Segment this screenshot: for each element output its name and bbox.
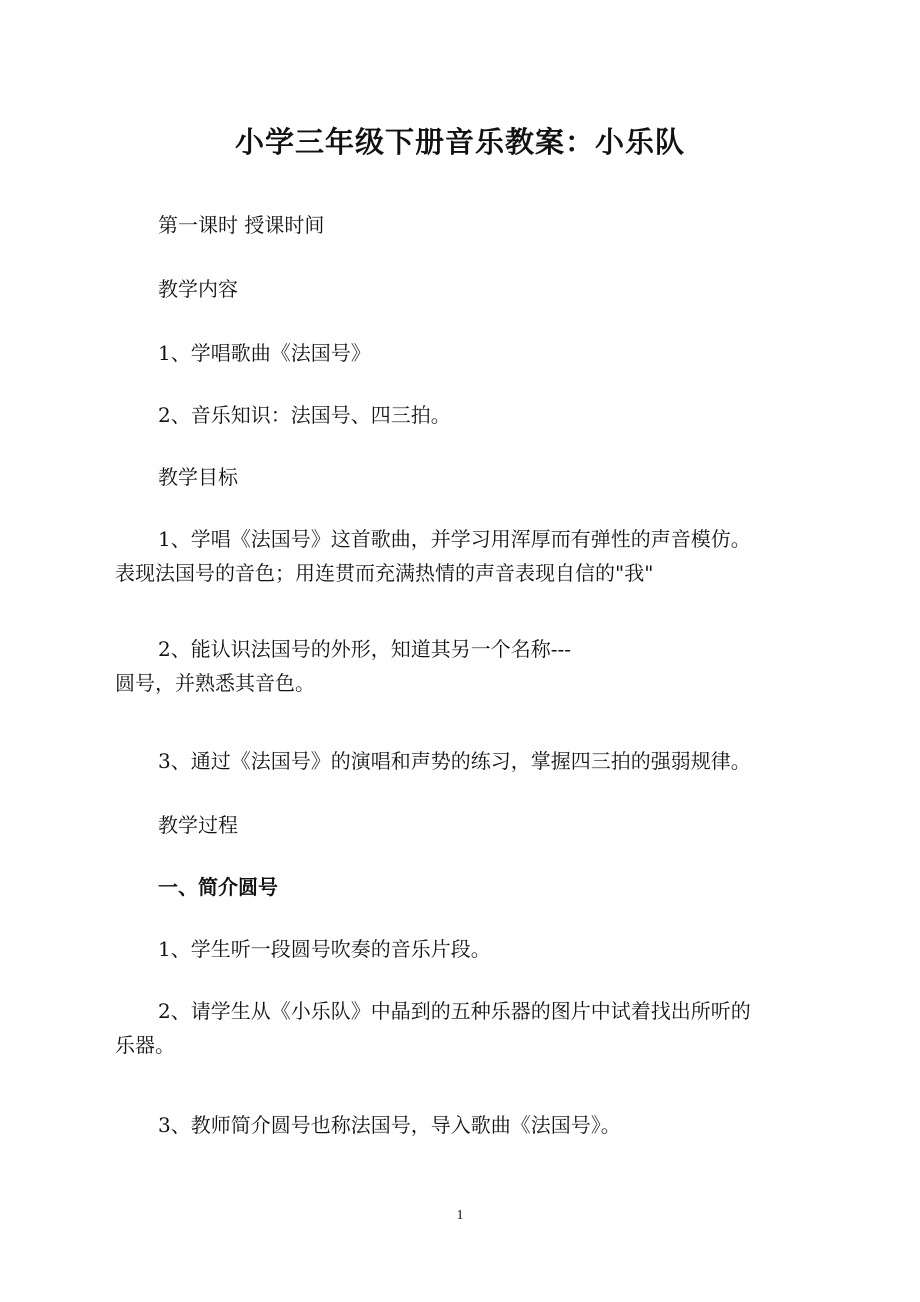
document-title: 小学三年级下册音乐教案：小乐队 bbox=[234, 125, 685, 159]
content-item-1: 1、学唱歌曲《法国号》 bbox=[158, 341, 371, 365]
step-1: 1、学生听一段圆号吹奏的音乐片段。 bbox=[158, 937, 491, 961]
section-1-heading: 一、简介圆号 bbox=[158, 875, 278, 899]
lesson-header: 第一课时 授课时间 bbox=[158, 213, 325, 237]
goal-3: 3、通过《法国号》的演唱和声势的练习，掌握四三拍的强弱规律。 bbox=[158, 749, 751, 773]
step-2-line-1: 2、请学生从《小乐队》中晶到的五种乐器的图片中试着找出所听的 bbox=[158, 999, 751, 1023]
goals-heading: 教学目标 bbox=[158, 465, 238, 489]
step-2-paragraph bbox=[115, 994, 815, 1062]
step-2-line-2: 乐器。 bbox=[115, 1033, 175, 1057]
step-3: 3、教师简介圆号也称法国号，导入歌曲《法国号》。 bbox=[158, 1113, 621, 1137]
goal-2-line-1: 2、能认识法国号的外形，知道其另一个名称--- bbox=[158, 637, 571, 661]
page-number: 1 bbox=[456, 1208, 464, 1223]
process-heading: 教学过程 bbox=[158, 813, 238, 837]
content-item-2: 2、音乐知识：法国号、四三拍。 bbox=[158, 403, 451, 427]
goal-1-paragraph bbox=[115, 522, 815, 590]
goal-2-line-2: 圆号，并熟悉其音色。 bbox=[115, 671, 315, 695]
content-heading: 教学内容 bbox=[158, 277, 238, 301]
goal-2-paragraph bbox=[115, 632, 815, 700]
goal-1-line-1: 1、学唱《法国号》这首歌曲，并学习用浑厚而有弹性的声音模仿。 bbox=[158, 527, 751, 551]
goal-1-line-2: 表现法国号的音色；用连贯而充满热情的声音表现自信的"我" bbox=[115, 561, 654, 585]
